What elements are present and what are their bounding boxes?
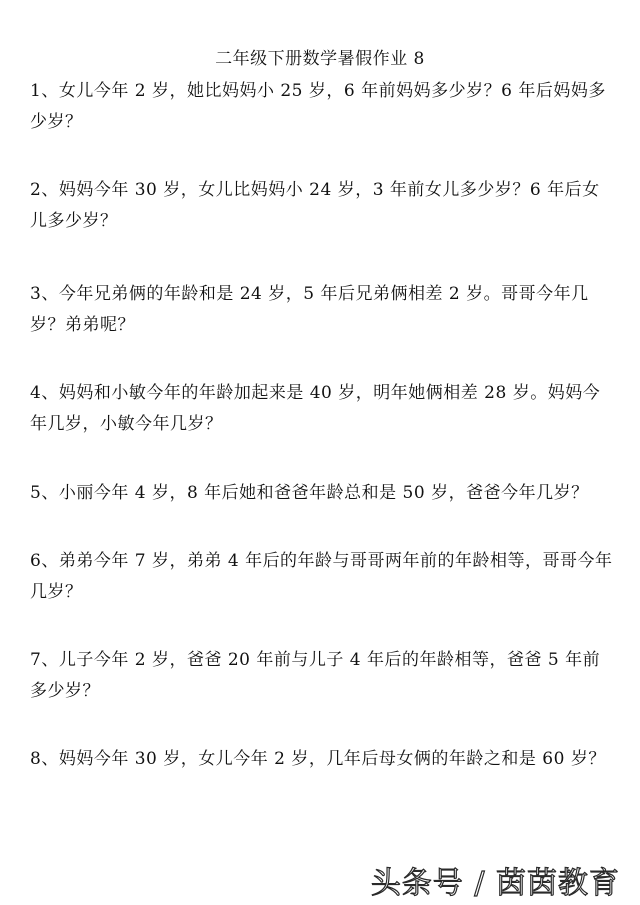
question-5: 5、小丽今年 4 岁，8 年后她和爸爸年龄总和是 50 岁，爸爸今年几岁？	[30, 483, 589, 503]
question-7: 7、儿子今年 2 岁，爸爸 20 年前与儿子 4 年后的年龄相等，爸爸 5 年前多少岁？	[30, 650, 601, 701]
question-4: 4、妈妈和小敏今年的年龄加起来是 40 岁，明年她俩相差 28 岁。妈妈今年几岁，小敏今年几岁？	[30, 383, 601, 434]
question-8: 8、妈妈今年 30 岁，女儿今年 2 岁，几年后母女俩的年龄之和是 60 岁？	[30, 749, 606, 769]
watermark: 头条号 / 茵茵教育	[370, 866, 620, 901]
question-6: 6、弟弟今年 7 岁，弟弟 4 年后的年龄与哥哥两年前的年龄相等，哥哥今年几岁？	[30, 551, 613, 602]
question-3: 3、今年兄弟俩的年龄和是 24 岁，5 年后兄弟俩相差 2 岁。哥哥今年几岁？弟弟呢？	[30, 284, 589, 335]
question-1: 1、女儿今年 2 岁，她比妈妈小 25 岁，6 年前妈妈多少岁？6 年后妈妈多少岁？	[30, 81, 606, 132]
page-title: 二年级下册数学暑假作业 8	[215, 49, 425, 69]
question-2: 2、妈妈今年 30 岁，女儿比妈妈小 24 岁，3 年前女儿多少岁？6 年后女儿多少岁？	[30, 180, 600, 231]
